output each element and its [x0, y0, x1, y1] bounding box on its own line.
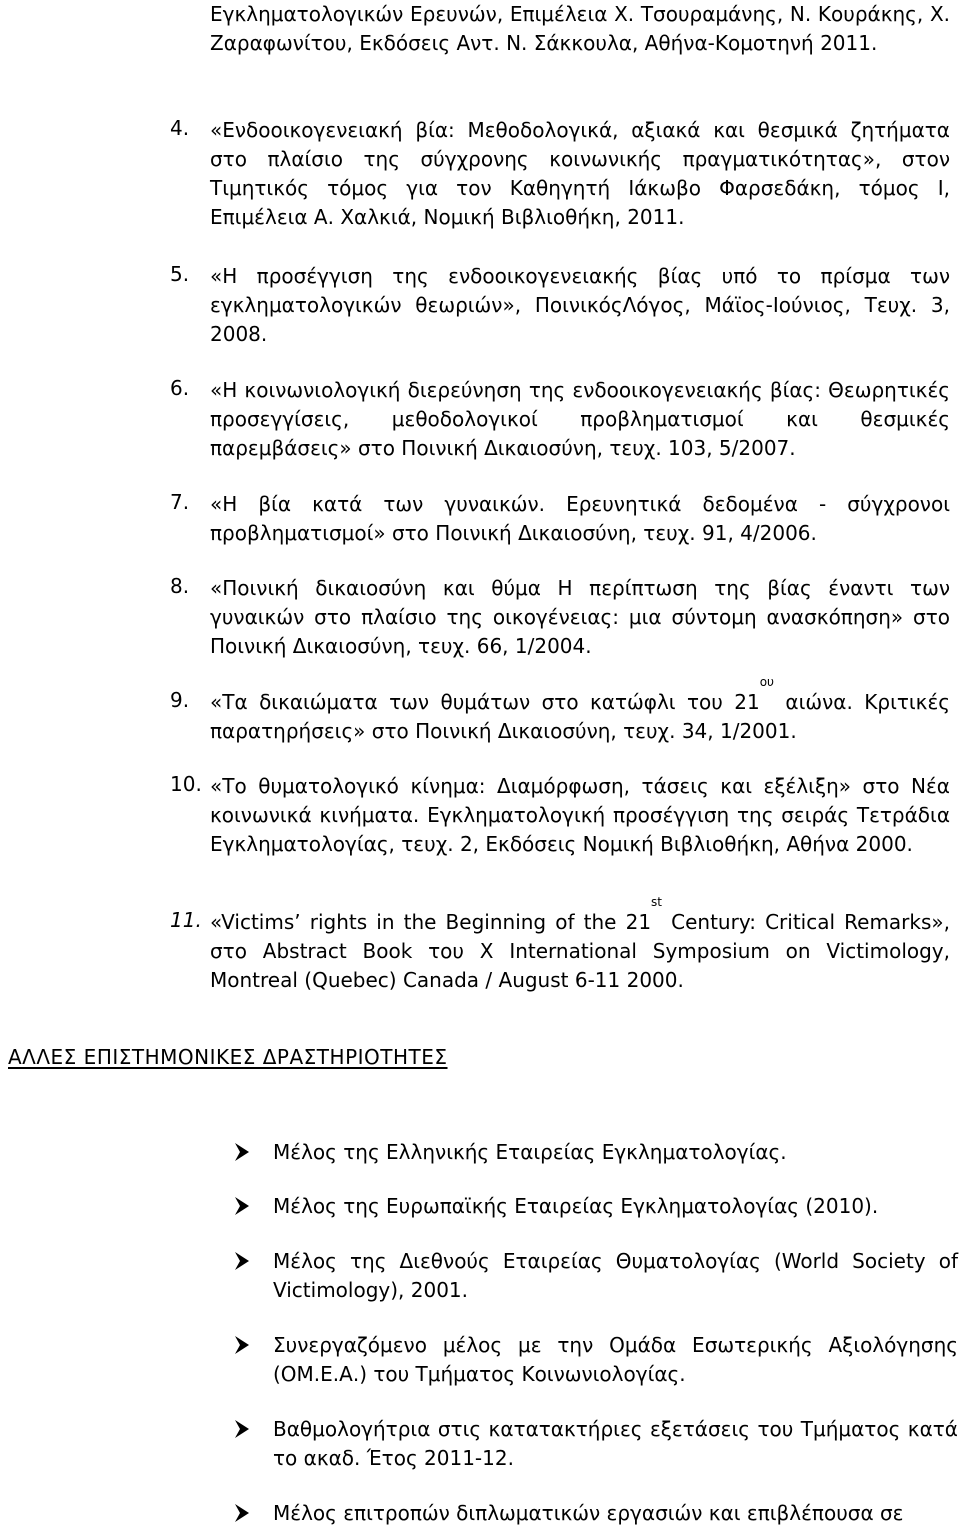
reference-text — [210, 675, 950, 746]
list-item-text: Συνεργαζόμενο μέλος με την Ομάδα Εσωτερικής Αξιολόγησης (ΟΜ.Ε.Α.) του Τμήματος Κοινωνιολογίας. — [273, 1333, 958, 1386]
list-item-text: Μέλος επιτροπών διπλωματικών εργασιών και επιβλέπουσα σε — [273, 1501, 904, 1525]
arrowhead-bullet-icon — [232, 1418, 252, 1440]
reference-number: 10. — [170, 772, 202, 796]
reference-text-part: «Victims’ rights in the Beginning of the 21 — [210, 910, 652, 934]
reference-text: «Το θυματολογικό κίνημα: Διαμόρφωση, τάσεις και εξέλιξη» στο Νέα κοινωνικά κινήματα. Εγκληματολογική προσέγγιση της σειράς Τετράδια Εγκληματολογίας, τευχ. 2, Εκδόσεις Νομική Βιβλιοθήκη, Αθήνα 2000. — [210, 774, 950, 856]
reference-text-part: Century: Critical Remarks», στο Abstract Book του X International Symposium on Victimology, Montreal (Quebec) Canada / August 6-11 2000. — [210, 910, 951, 992]
arrowhead-bullet-icon — [232, 1141, 252, 1163]
list-item-text: Βαθμολογήτρια στις κατατακτήριες εξετάσεις του Τμήματος κατά το ακαδ. Έτος 2011-12. — [273, 1417, 958, 1470]
reference-text: «Η βία κατά των γυναικών. Ερευνητικά δεδομένα - σύγχρονοι προβληματισμοί» στο Ποινική Δικαιοσύνη, τευχ. 91, 4/2006. — [210, 492, 950, 545]
reference-number: 8. — [170, 574, 190, 598]
reference-text: «Η κοινωνιολογική διερεύνηση της ενδοοικογενειακής βίας: Θεωρητικές προσεγγίσεις, μεθοδολογικοί προβληματισμοί και θεσμικές παρεμβάσεις» στο Ποινική Δικαιοσύνη, τευχ. 103, 5/2007. — [210, 378, 950, 460]
arrowhead-bullet-icon — [232, 1250, 252, 1272]
list-item-text: Μέλος της Διεθνούς Εταιρείας Θυματολογίας (World Society of Victimology), 2001. — [273, 1249, 958, 1302]
reference-number: 5. — [170, 262, 190, 286]
reference-text: «Η προσέγγιση της ενδοοικογενειακής βίας υπό το πρίσμα των εγκληματολογικών θεωριών», ΠοινικόςΛόγος, Μάϊος-Ιούνιος, Τευχ. 3, 2008. — [210, 264, 950, 346]
reference-number: 11. — [170, 908, 202, 932]
reference-number: 9. — [170, 688, 190, 712]
list-item-text: Μέλος της Ευρωπαϊκής Εταιρείας Εγκληματολογίας (2010). — [273, 1194, 879, 1218]
reference-number: 4. — [170, 116, 190, 140]
arrowhead-bullet-icon — [232, 1502, 252, 1524]
reference-text: «Ποινική δικαιοσύνη και θύμα Η περίπτωση της βίας έναντι των γυναικών στο πλαίσιο της οικογένειας: μια σύντομη ανασκόπηση» στο Ποινική Δικαιοσύνη, τευχ. 66, 1/2004. — [210, 576, 950, 658]
superscript: ου — [759, 675, 774, 689]
reference-continuation: Εγκληματολογικών Ερευνών, Επιμέλεια Χ. Τσουραμάνης, Ν. Κουράκης, Χ. Ζαραφωνίτου, Εκδόσεις Αντ. Ν. Σάκκουλα, Αθήνα-Κομοτηνή 2011. — [210, 2, 950, 55]
reference-text — [210, 895, 951, 995]
reference-text-part: «Τα δικαιώματα των θυμάτων στο κατώφλι του 21 — [210, 690, 760, 714]
reference-text: «Ενδοοικογενειακή βία: Μεθοδολογικά, αξιακά και θεσμικά ζητήματα στο πλαίσιο της σύγχρονης κοινωνικής πραγματικότητας», στον Τιμητικός τόμος για τον Καθηγητή Ιάκωβο Φαρσεδάκη, τόμος Ι, Επιμέλεια Α. Χαλκιά, Νομική Βιβλιοθήκη, 2011. — [210, 118, 950, 229]
list-item-text: Μέλος της Ελληνικής Εταιρείας Εγκληματολογίας. — [273, 1140, 787, 1164]
reference-number: 6. — [170, 376, 190, 400]
section-heading: ΑΛΛΕΣ ΕΠΙΣΤΗΜΟΝΙΚΕΣ ΔΡΑΣΤΗΡΙΟΤΗΤΕΣ — [8, 1045, 448, 1069]
arrowhead-bullet-icon — [232, 1334, 252, 1356]
arrowhead-bullet-icon — [232, 1195, 252, 1217]
reference-text-part: αιώνα. Κριτικές παρατηρήσεις» στο Ποινική Δικαιοσύνη, τευχ. 34, 1/2001. — [210, 690, 950, 743]
reference-number: 7. — [170, 490, 190, 514]
superscript: st — [651, 895, 663, 909]
